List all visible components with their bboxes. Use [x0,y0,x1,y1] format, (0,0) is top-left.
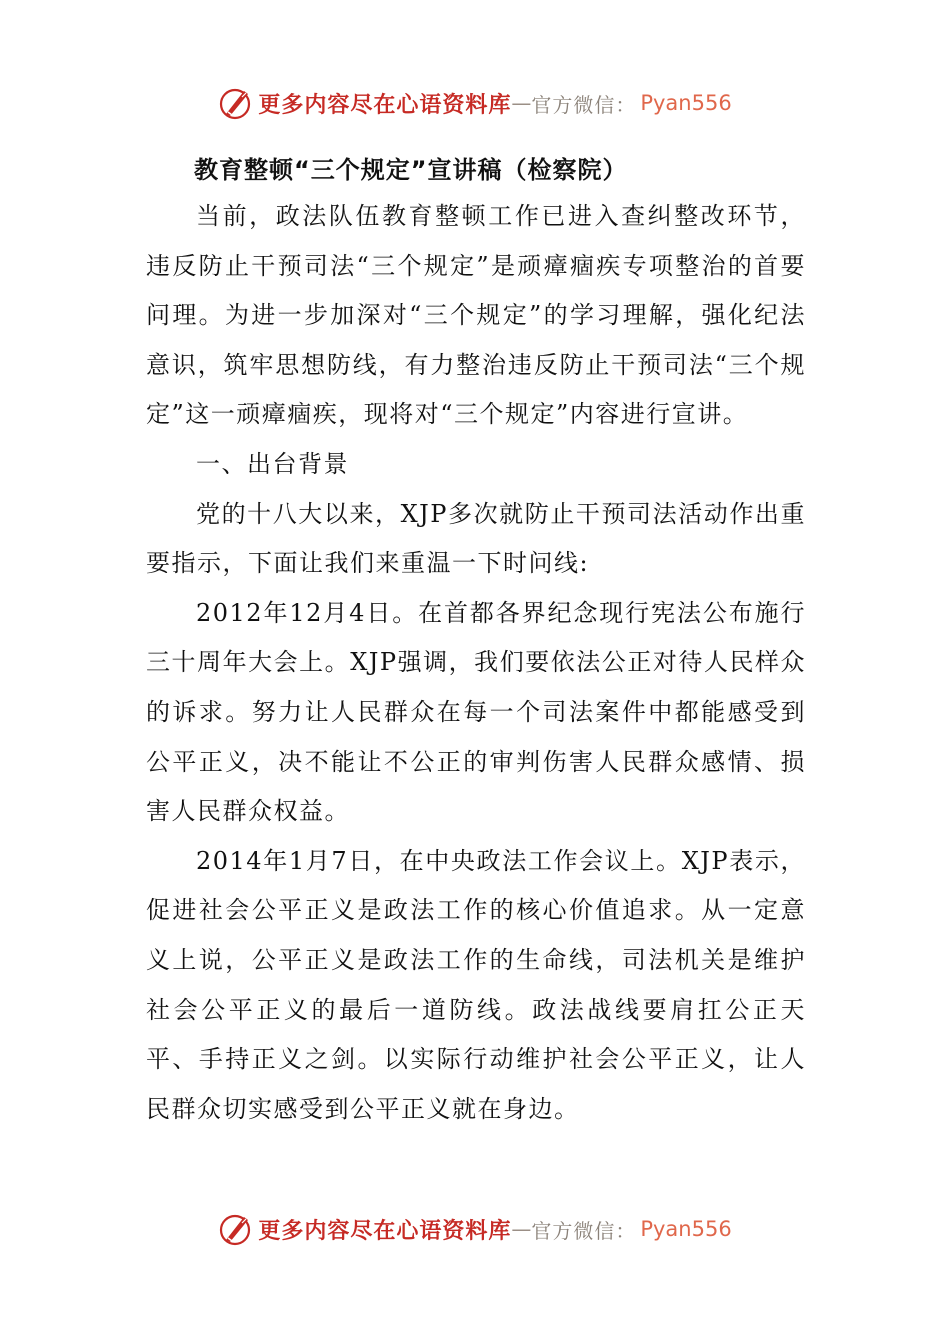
document-body [146,148,806,1134]
footer-banner [0,1209,950,1249]
quill-pen-logo-icon [218,85,254,121]
footer-wechat-label: 官方微信： [531,1218,637,1243]
document-title: 教育整顿“三个规定”宣讲稿（检察院） [194,156,628,184]
footer-wechat-id: Pyan556 [640,1217,732,1241]
header-banner [0,83,950,123]
banner-wechat-label: 官方微信： [531,92,637,117]
section-heading-background: 一、出台背景 [196,449,349,478]
banner-separator: — [511,91,532,115]
banner-wechat-id: Pyan556 [640,91,732,115]
banner-brand-text: 更多内容尽在心语资料库 [258,91,512,118]
paragraph-2012: 2012年12月4日。在首都各界纪念现行宪法公布施行三十周年大会上。XJP强调，我们要依法公正对待人民样众的诉求。努力让人民群众在每一个司法案件中都能感受到公平正义，决不能让不公正的审判伤害人民群众感情、损害人民群众权益。 [146,598,806,826]
paragraph-timeline-intro: 党的十八大以来，XJP多次就防止干预司法活动作出重要指示，下面让我们来重温一下时问线: [146,499,806,578]
footer-brand-text: 更多内容尽在心语资料库 [258,1217,512,1244]
footer-separator: — [511,1217,532,1241]
quill-pen-logo-icon [218,1211,254,1247]
paragraph-intro: 当前，政法队伍教育整顿工作已进入查纠整改环节，违反防止干预司法“三个规定”是顽瘴痼疾专项整治的首要问理。为进一步加深对“三个规定”的学习理解，强化纪法意识，筑牢思想防线，有力整治违反防止干预司法“三个规定”这一顽瘴痼疾，现将对“三个规定”内容进行宣讲。 [146,202,806,429]
paragraph-2014: 2014年1月7日，在中央政法工作会议上。XJP表示，促进社会公平正义是政法工作的核心价值追求。从一定意义上说，公平正义是政法工作的生命线，司法机关是维护社会公平正义的最后一道防线。政法战线要肩扛公正天平、手持正义之剑。以实际行动维护社会公平正义，让人民群众切实感受到公平正义就在身边。 [146,846,806,1123]
